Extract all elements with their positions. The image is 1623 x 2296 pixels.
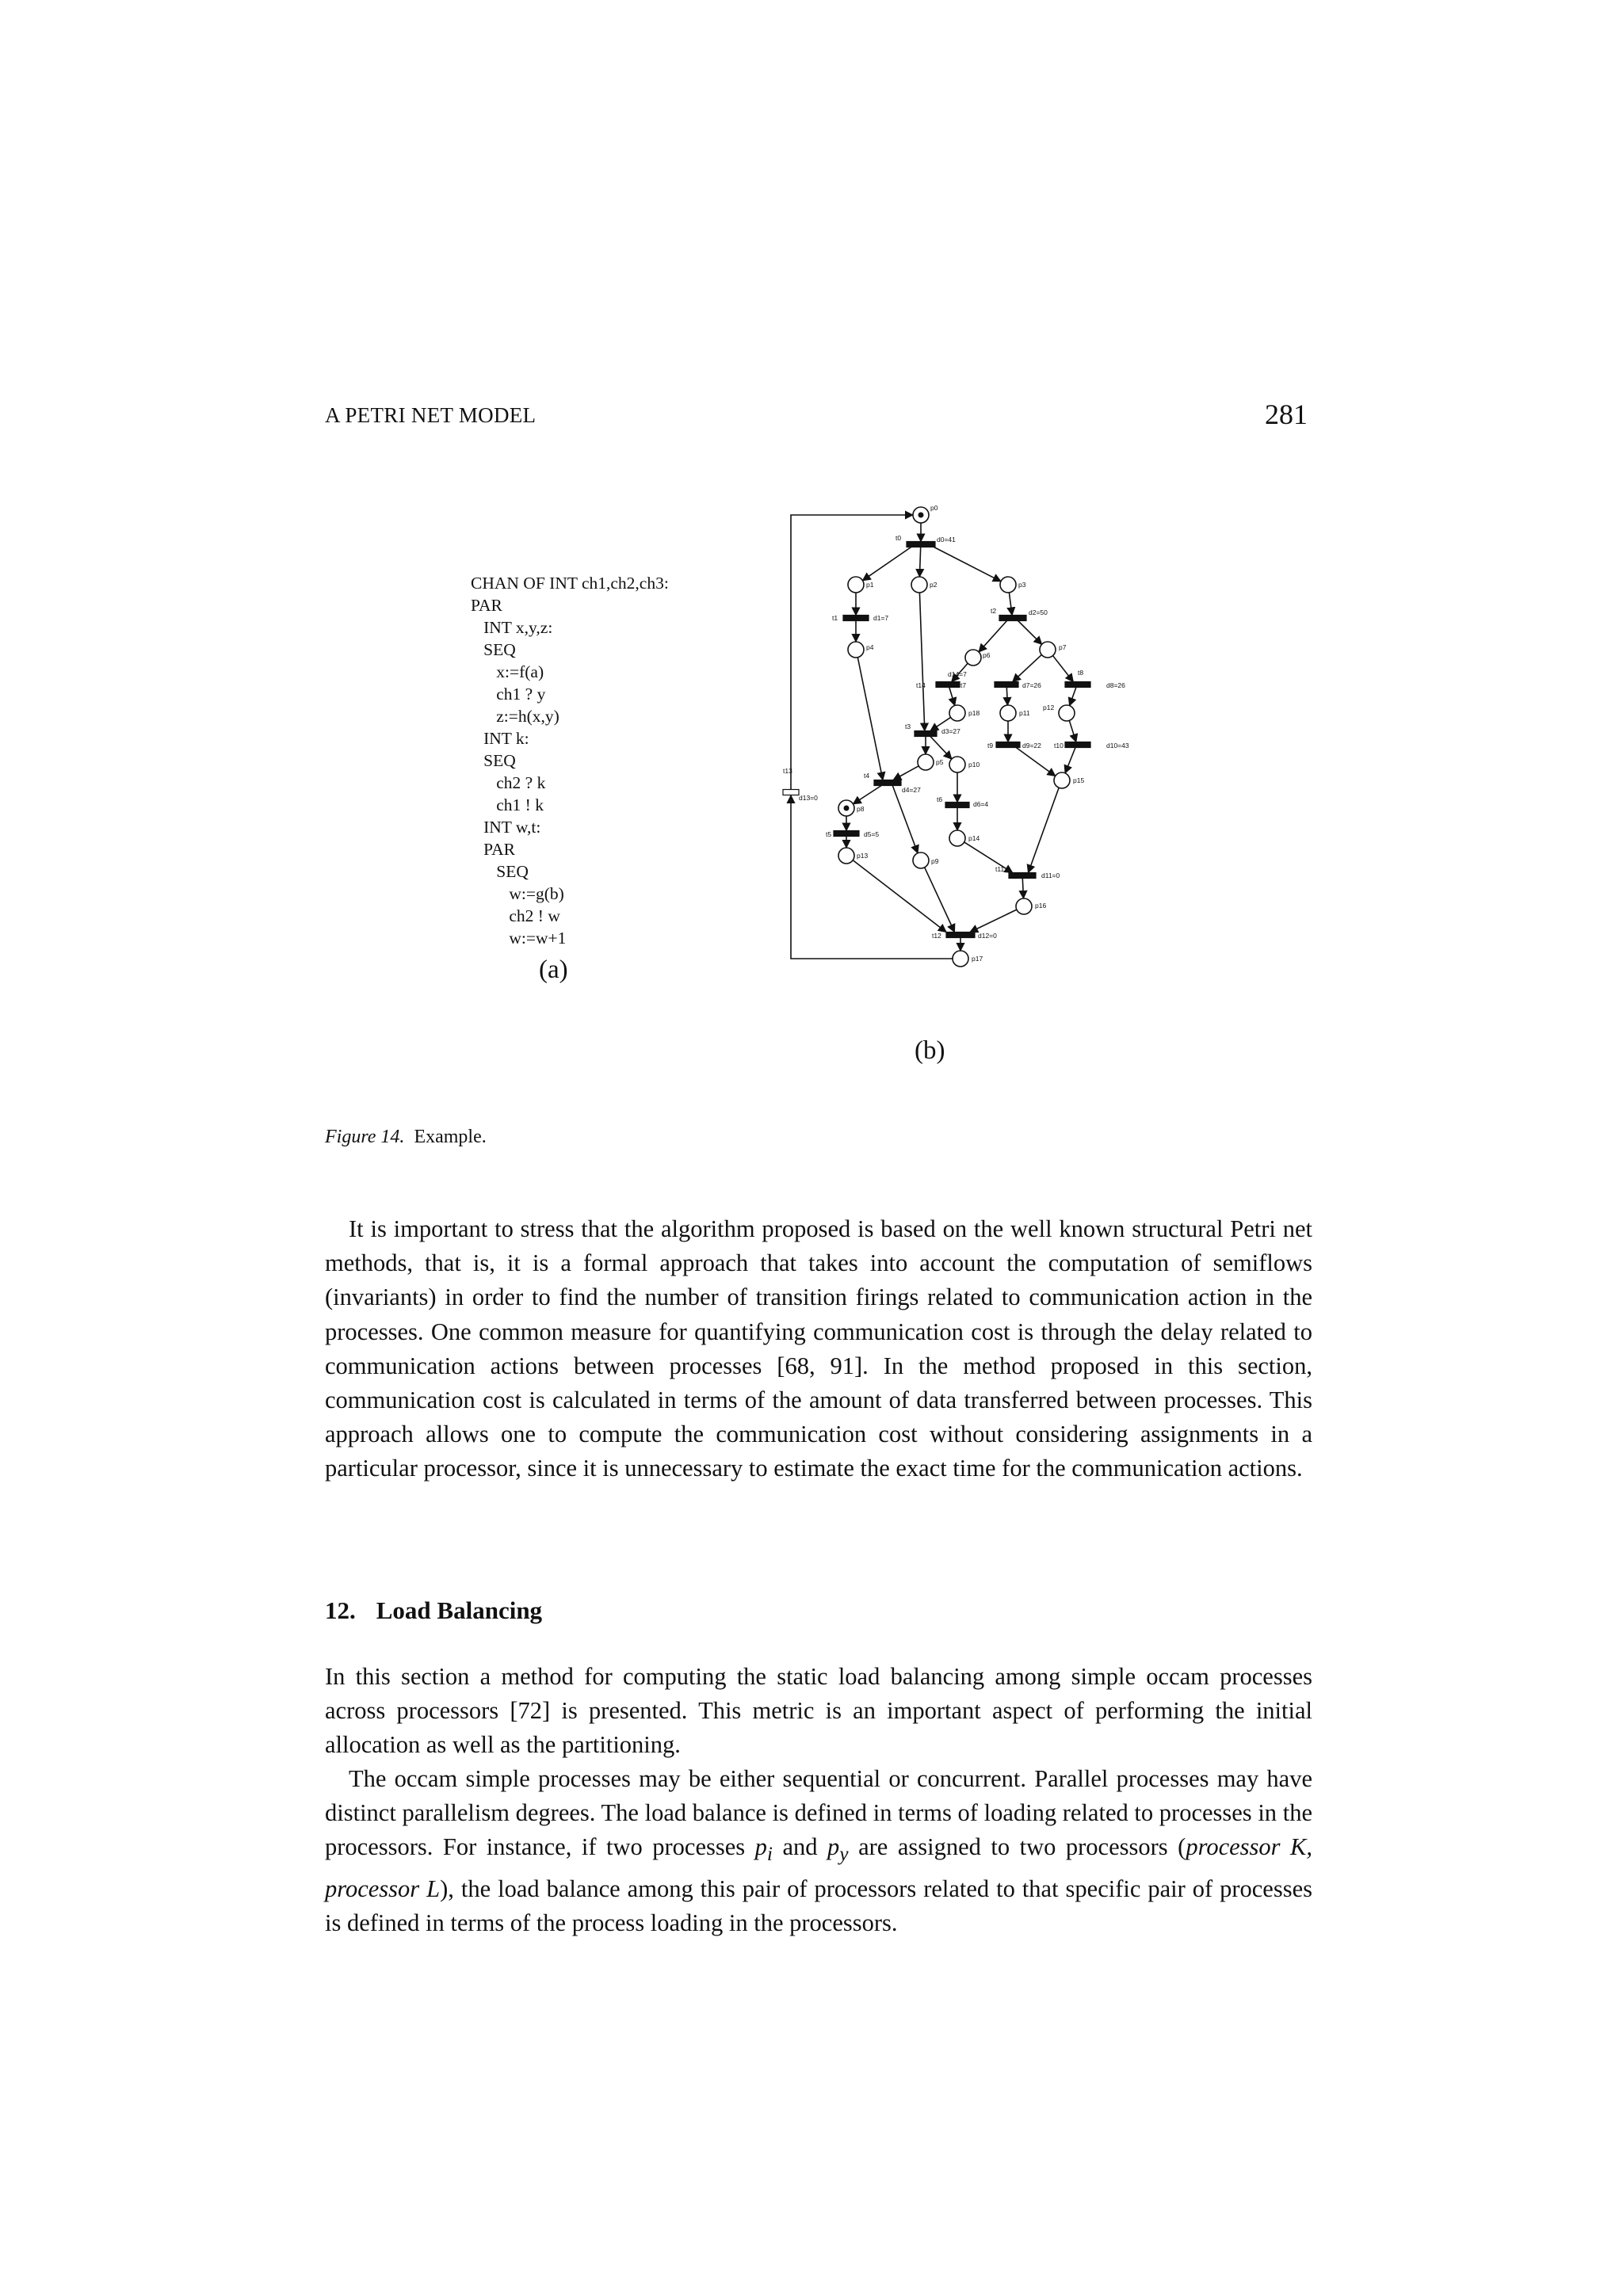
net-label-p1: p1	[866, 581, 874, 589]
net-label-p14: p14	[968, 834, 980, 842]
arc-t3-p10	[930, 737, 952, 760]
net-label-d8: d8=26	[1106, 681, 1125, 689]
arc-t2-p6	[979, 621, 1006, 652]
place-p2	[911, 577, 927, 593]
net-label-d12: d12=0	[978, 932, 997, 940]
net-label-p0: p0	[930, 504, 938, 512]
section-title: Load Balancing	[376, 1596, 543, 1624]
net-label-p7: p7	[1059, 643, 1067, 651]
net-label-p6: p6	[983, 651, 991, 659]
place-p13	[838, 848, 854, 864]
transition-t13	[783, 790, 799, 795]
figure-caption	[325, 1127, 487, 1148]
code-line: z:=h(x,y)	[471, 707, 559, 726]
net-label-d13: d13=0	[799, 794, 818, 802]
net-label-t1: t1	[832, 614, 838, 622]
arc-p13-t12	[853, 860, 946, 933]
arc-p4-t4	[857, 658, 883, 780]
code-line: PAR	[471, 840, 515, 859]
petri-labels	[783, 504, 1129, 963]
arc-t9-p15	[1016, 748, 1055, 776]
code-line: x:=f(a)	[471, 662, 544, 681]
code-line: ch2 ! w	[471, 906, 560, 925]
net-label-t3: t3	[905, 723, 911, 730]
code-line: ch1 ! k	[471, 795, 544, 814]
net-label-t11: t11	[995, 865, 1005, 873]
place-p1	[848, 577, 864, 593]
token	[844, 806, 850, 811]
place-p5	[918, 754, 934, 770]
net-label-t7: t7	[960, 681, 967, 689]
section-heading	[325, 1596, 542, 1625]
arc-t2-p7	[1018, 621, 1042, 645]
net-label-t0: t0	[896, 534, 902, 542]
transition-t8	[1065, 682, 1090, 688]
section-number: 12.	[325, 1596, 356, 1624]
code-line: CHAN OF INT ch1,ch2,ch3:	[471, 574, 669, 593]
arc-t4-p9	[892, 786, 918, 853]
net-label-p13: p13	[857, 852, 869, 860]
net-label-p15: p15	[1073, 776, 1085, 784]
occam-code-listing	[471, 572, 669, 949]
net-label-p10: p10	[968, 761, 980, 769]
arc-p16-t12	[970, 910, 1017, 932]
arc-t8-p12	[1070, 688, 1076, 706]
net-label-d1: d1=7	[873, 614, 889, 622]
paragraph-load-balancing-intro: In this section a method for computing the static load balancing among simple occam processes across processors [72] is presented. This metric is an important aspect of performing the initial allocation as well as the partitioning.	[325, 1663, 1312, 1759]
net-label-p11: p11	[1019, 709, 1030, 717]
arc-t10-p15	[1065, 748, 1075, 773]
place-p4	[848, 642, 864, 658]
arc-p7-t8	[1053, 656, 1074, 682]
place-p12	[1059, 705, 1075, 721]
page-number: 281	[1265, 399, 1308, 430]
net-label-p4: p4	[866, 643, 874, 651]
place-p17	[953, 951, 968, 967]
net-label-p9: p9	[931, 857, 939, 865]
net-label-p3: p3	[1018, 581, 1026, 589]
net-label-p17: p17	[972, 955, 983, 963]
code-line: PAR	[471, 596, 502, 615]
arc-p3-t2	[1009, 593, 1012, 616]
net-label-t9: t9	[987, 742, 994, 749]
arc-t11-p16	[1022, 879, 1023, 899]
net-label-d2: d2=50	[1029, 608, 1048, 616]
transition-t11	[1009, 873, 1036, 879]
running-title: A PETRI NET MODEL	[325, 403, 537, 427]
net-label-d11: d11=0	[1041, 871, 1060, 879]
caption-text: Example.	[414, 1127, 487, 1147]
net-label-t10: t10	[1054, 742, 1064, 749]
net-label-d9: d9=22	[1022, 742, 1041, 749]
transition-t1	[843, 616, 869, 621]
net-label-d3: d3=27	[941, 727, 960, 735]
math-p-i: $p_i$	[754, 1833, 773, 1866]
net-label-t14: t14	[916, 681, 926, 689]
code-line: SEQ	[471, 751, 516, 770]
net-label-p16: p16	[1035, 902, 1047, 910]
figure-label-a: (a)	[539, 955, 568, 984]
petri-net-diagram	[753, 491, 1197, 1046]
net-label-d5: d5=5	[864, 830, 880, 838]
token	[918, 513, 924, 518]
net-label-d6: d6=4	[973, 800, 989, 808]
paragraph-load-balance-definition	[325, 1762, 1312, 1940]
transition-t0	[907, 542, 935, 547]
net-label-p5: p5	[936, 758, 944, 766]
place-p10	[949, 757, 965, 772]
code-line: w:=w+1	[471, 929, 567, 948]
code-line: INT w,t:	[471, 818, 541, 837]
processor-names: processor K, processor L	[325, 1833, 1312, 1902]
arc-p15-t11	[1029, 788, 1060, 872]
net-label-t13: t13	[783, 767, 792, 775]
transition-t6	[945, 803, 969, 808]
paragraph-communication-cost: It is important to stress that the algorithm proposed is based on the well known structural Petri net methods, that is, it is a formal approach that takes into account the computation of semiflows (invariants) in order to find the number of transition firings related to communication action in the processes. One common measure for quantifying communication cost is through the delay related to communication actions between processes [68, 91]. In the method proposed in this section, communication cost is calculated in terms of the amount of data transferred between processes. This approach allows one to compute the communication cost without considering assignments in a particular processor, since it is unnecessary to estimate the exact time for the communication actions.	[325, 1215, 1312, 1482]
transition-t10	[1065, 742, 1090, 748]
place-p11	[1000, 705, 1016, 721]
arc-p14-t11	[964, 842, 1013, 873]
net-label-p2: p2	[930, 581, 938, 589]
net-label-p12: p12	[1043, 704, 1055, 711]
place-p9	[913, 852, 929, 868]
net-label-p18: p18	[968, 709, 980, 717]
net-label-t12: t12	[932, 932, 941, 940]
code-line: SEQ	[471, 640, 516, 659]
transition-t14	[936, 682, 960, 688]
transition-t5	[834, 831, 859, 837]
net-label-t4: t4	[864, 772, 870, 780]
place-p15	[1054, 772, 1070, 788]
code-line: ch1 ? y	[471, 685, 546, 704]
net-label-t6: t6	[937, 795, 943, 803]
arc-t7-p11	[1006, 688, 1007, 706]
arc-p9-t12	[925, 868, 955, 933]
net-label-t5: t5	[826, 830, 832, 838]
net-label-d0: d0=41	[937, 536, 956, 543]
code-line: INT x,y,z:	[471, 618, 553, 637]
net-label-p8: p8	[857, 805, 865, 813]
code-line: INT k:	[471, 729, 529, 748]
text-run: The occam simple processes may be either sequential or concurrent. Parallel processes may have distinct parallelism degrees. The load balance is defined in terms of loading related to processes in the processors. For instance, if two processes	[325, 1765, 1312, 1861]
place-p3	[1000, 577, 1016, 593]
arc-p5-t4	[893, 766, 918, 780]
transition-t7	[995, 682, 1018, 688]
arc-t0-p3	[934, 547, 1001, 582]
arc-p2-t3	[919, 593, 924, 731]
arc-t0-p2	[919, 547, 920, 578]
code-line: w:=g(b)	[471, 884, 564, 903]
place-p18	[949, 705, 965, 721]
net-label-d4: d4=27	[902, 786, 921, 794]
code-line: ch2 ? k	[471, 773, 546, 792]
caption-label: Figure 14.	[325, 1127, 405, 1147]
arc-p7-t7	[1013, 654, 1042, 681]
net-label-t2: t2	[991, 607, 997, 615]
place-p16	[1016, 898, 1032, 914]
math-p-y: $p_y$	[827, 1833, 849, 1866]
code-line: SEQ	[471, 862, 529, 881]
place-p7	[1040, 642, 1056, 658]
arc-p12-t10	[1069, 720, 1076, 742]
transition-t9	[996, 742, 1020, 748]
net-label-t8: t8	[1078, 669, 1084, 677]
transition-t3	[915, 731, 937, 737]
text-run: are assigned to two processors (	[848, 1833, 1186, 1861]
net-label-d14: d14=7	[948, 670, 967, 678]
text-run: and	[772, 1833, 828, 1861]
net-label-d7: d7=26	[1022, 681, 1041, 689]
transition-t4	[874, 780, 901, 786]
place-p14	[949, 830, 965, 846]
transition-t12	[946, 933, 975, 938]
figure-label-b: (b)	[915, 1036, 945, 1065]
arc-t14-p18	[949, 688, 955, 706]
net-label-d10: d10=43	[1106, 742, 1129, 749]
arc-t4-p8	[854, 786, 882, 804]
place-p6	[965, 650, 981, 666]
transition-t2	[999, 616, 1026, 621]
text-run: ), the load balance among this pair of processors related to that specific pair of processes is defined in terms of the process loading in the processors.	[325, 1875, 1312, 1936]
arc-p17-t13	[791, 795, 953, 959]
arc-t0-p1	[862, 547, 911, 581]
